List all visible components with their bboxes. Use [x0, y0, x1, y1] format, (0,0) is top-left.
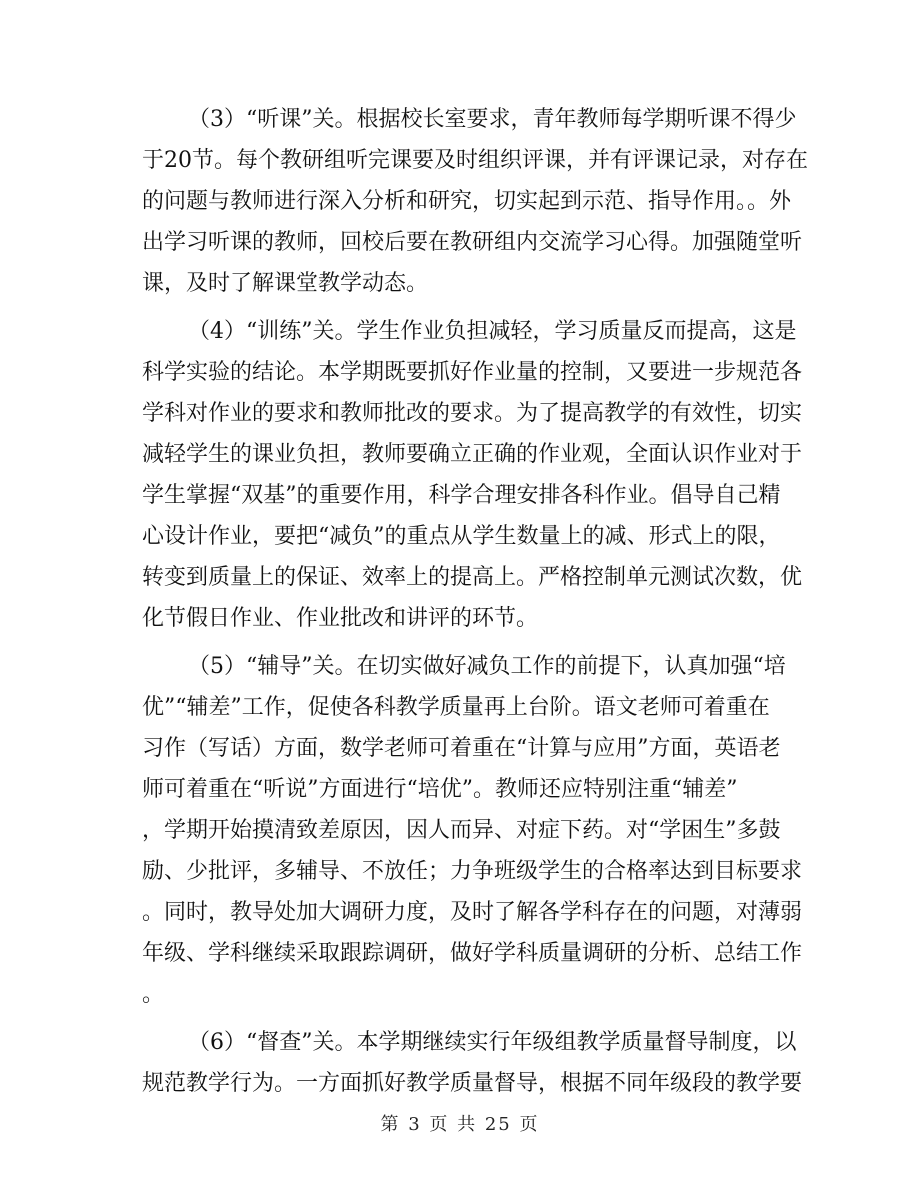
text-line-15: 优”“辅差”工作，促使各科教学质量再上台阶。语文老师可着重在 — [142, 695, 770, 720]
text-line-18: ，学期开始摸清致差原因，因人而异、对症下药。对“学困生”多鼓 — [142, 818, 781, 843]
text-line-2: 于20节。每个教研组听完课要及时组织评课，并有评课记录，对存在 — [142, 148, 808, 173]
text-line-4: 出学习听课的教师，回校后要在教研组内交流学习心得。加强随堂听 — [142, 230, 803, 255]
text-line-22: 。 — [142, 982, 165, 1007]
text-line-16: 习作（写话）方面，数学老师可着重在“计算与应用”方面，英语老 — [142, 736, 781, 761]
page-number-footer: 第 3 页 共 25 页 — [380, 1114, 540, 1135]
text-line-7: 科学实验的结论。本学期既要抓好作业量的控制，又要进一步规范各 — [142, 360, 803, 385]
text-line-6: （4）“训练”关。学生作业负担减轻，学习质量反而提高，这是 — [188, 319, 797, 344]
text-line-13: 化节假日作业、作业批改和讲评的环节。 — [142, 606, 539, 631]
text-line-14: （5）“辅导”关。在切实做好减负工作的前提下，认真加强“培 — [188, 654, 786, 679]
text-line-11: 心设计作业，要把“减负”的重点从学生数量上的减、形式上的限， — [142, 524, 781, 549]
text-line-8: 学科对作业的要求和教师批改的要求。为了提高教学的有效性，切实 — [142, 401, 803, 426]
text-line-19: 励、少批评，多辅导、不放任；力争班级学生的合格率达到目标要求 — [142, 859, 803, 884]
text-line-24: 规范教学行为。一方面抓好教学质量督导，根据不同年级段的教学要 — [142, 1071, 803, 1096]
text-line-5: 课，及时了解课堂教学动态。 — [142, 271, 429, 296]
text-line-23: （6）“督查”关。本学期继续实行年级组教学质量督导制度，以 — [188, 1030, 797, 1055]
text-line-17: 师可着重在“听说”方面进行“培优”。教师还应特别注重“辅差” — [142, 777, 738, 802]
text-line-10: 学生掌握“双基”的重要作用，科学合理安排各科作业。倡导自己精 — [142, 483, 781, 508]
text-line-21: 年级、学科继续采取跟踪调研，做好学科质量调研的分析、总结工作 — [142, 941, 803, 966]
text-line-20: 。同时，教导处加大调研力度，及时了解各学科存在的问题，对薄弱 — [142, 900, 803, 925]
text-line-12: 转变到质量上的保证、效率上的提高上。严格控制单元测试次数，优 — [142, 565, 803, 590]
text-line-3: 的问题与教师进行深入分析和研究，切实起到示范、指导作用。。外 — [142, 189, 792, 214]
text-line-9: 减轻学生的课业负担，教师要确立正确的作业观，全面认识作业对于 — [142, 442, 803, 467]
text-line-1: （3）“听课”关。根据校长室要求，青年教师每学期听课不得少 — [188, 107, 797, 132]
